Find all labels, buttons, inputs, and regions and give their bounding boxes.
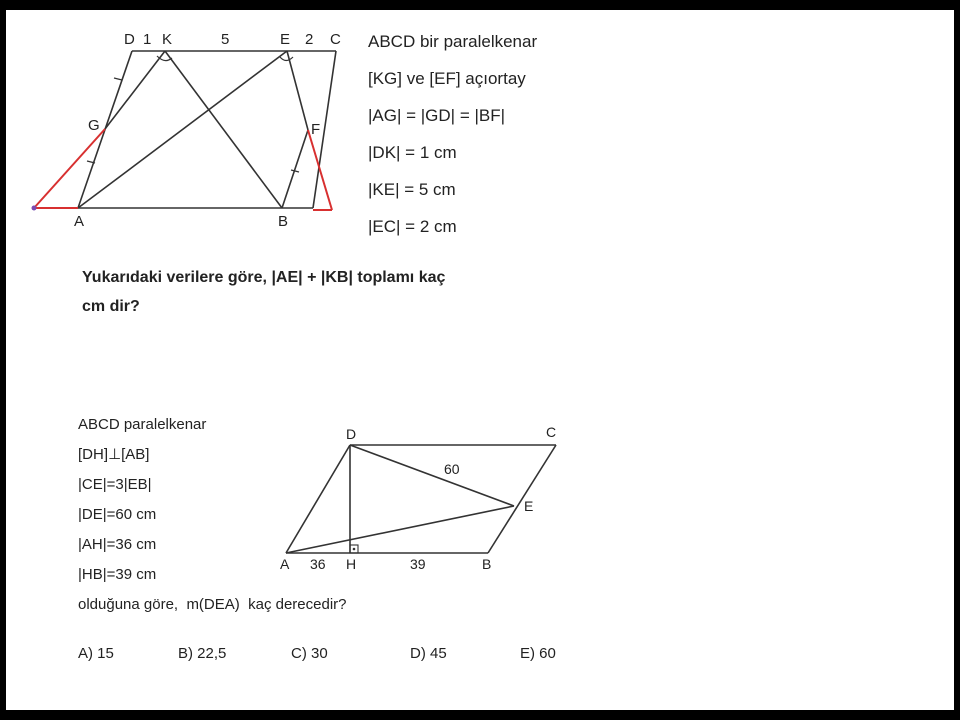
given-6: |EC| = 2 cm: [368, 217, 457, 236]
segment-AE: [286, 506, 514, 553]
given2-6: |HB|=39 cm: [78, 566, 157, 583]
choice-e[interactable]: [520, 645, 556, 662]
segment-FB: [282, 130, 308, 208]
label-G: G: [88, 117, 100, 134]
segment-EF: [287, 51, 308, 130]
right-border: [954, 0, 960, 720]
problem2-givens: [78, 410, 206, 590]
label-A: A: [74, 213, 85, 230]
given2-1: ABCD paralelkenar: [78, 416, 207, 433]
answer-choices: [78, 645, 598, 667]
label-H: H: [346, 556, 357, 572]
choice-c-letter: C): [291, 645, 307, 662]
problem1-givens: [368, 23, 537, 245]
label-F: F: [311, 121, 321, 138]
choice-c-value: 30: [311, 645, 328, 662]
label-KE: 5: [221, 31, 230, 48]
label-HB: 39: [410, 556, 426, 572]
side-CB: [488, 445, 556, 553]
ask-suffix: kaç derecedir?: [248, 596, 347, 613]
label-C: C: [330, 31, 341, 48]
given-4: |DK| = 1 cm: [368, 143, 457, 162]
figure2-labels: [280, 424, 556, 572]
label-B: B: [278, 213, 289, 230]
choice-e-value: 60: [539, 645, 556, 662]
choice-b-value: 22,5: [197, 645, 227, 662]
figure1-lines: [78, 51, 336, 208]
label-DK: 1: [143, 31, 152, 48]
choice-d[interactable]: [410, 645, 447, 662]
tick-marks: [87, 56, 299, 172]
label-EC: 2: [305, 31, 314, 48]
label-AH: 36: [310, 556, 326, 572]
point-marker: [32, 206, 37, 211]
segment-DE: [350, 445, 514, 506]
ask-prefix: olduğuna göre,: [78, 596, 179, 613]
question-line-2: cm dir?: [82, 298, 140, 315]
ask-angle: m(DEA): [186, 596, 240, 613]
given2-3: |CE|=3|EB|: [78, 476, 152, 493]
label-B: B: [482, 556, 492, 572]
choice-e-letter: E): [520, 645, 535, 662]
given-1: ABCD bir paralelkenar: [368, 32, 538, 51]
label-D: D: [124, 31, 135, 48]
figure2-lines: [286, 445, 556, 553]
figure1-labels: [74, 31, 341, 230]
choice-a-letter: A): [78, 645, 93, 662]
choice-a[interactable]: [78, 645, 114, 662]
angle-mark-E: [280, 57, 293, 61]
bottom-letterbox: [0, 710, 960, 720]
label-A: A: [280, 556, 290, 572]
highlight-extensions: [34, 129, 332, 210]
given2-5: |AH|=36 cm: [78, 536, 157, 553]
top-letterbox: [0, 0, 960, 10]
label-DE: 60: [444, 461, 460, 477]
choice-a-value: 15: [97, 645, 114, 662]
label-E: E: [280, 31, 291, 48]
label-D: D: [346, 426, 357, 442]
choice-c[interactable]: [291, 645, 328, 662]
given-2: [KG] ve [EF] açıortay: [368, 69, 526, 88]
tick-DG: [114, 78, 122, 80]
segment-KG: [105, 51, 165, 129]
given-3: |AG| = |GD| = |BF|: [368, 106, 506, 125]
given2-2: [DH]⊥[AB]: [78, 446, 150, 463]
red-extension-right: [308, 130, 332, 210]
label-K: K: [162, 31, 173, 48]
question-line-1: Yukarıdaki verilere göre, |AE| + |KB| toplamı kaç: [82, 269, 446, 286]
right-angle-dot: [353, 548, 356, 551]
left-border: [0, 0, 6, 720]
choice-b-letter: B): [178, 645, 193, 662]
parallelogram-figure-2: [270, 420, 580, 580]
choice-b[interactable]: [178, 645, 226, 662]
parallelogram-figure-1: [20, 20, 360, 235]
label-C: C: [546, 424, 557, 440]
choice-d-letter: D): [410, 645, 426, 662]
problem2-question: [78, 596, 347, 613]
given-5: |KE| = 5 cm: [368, 180, 456, 199]
choice-d-value: 45: [430, 645, 447, 662]
given2-4: |DE|=60 cm: [78, 506, 157, 523]
problem1-question: [82, 263, 445, 321]
side-AD: [286, 445, 350, 553]
label-E: E: [524, 498, 534, 514]
